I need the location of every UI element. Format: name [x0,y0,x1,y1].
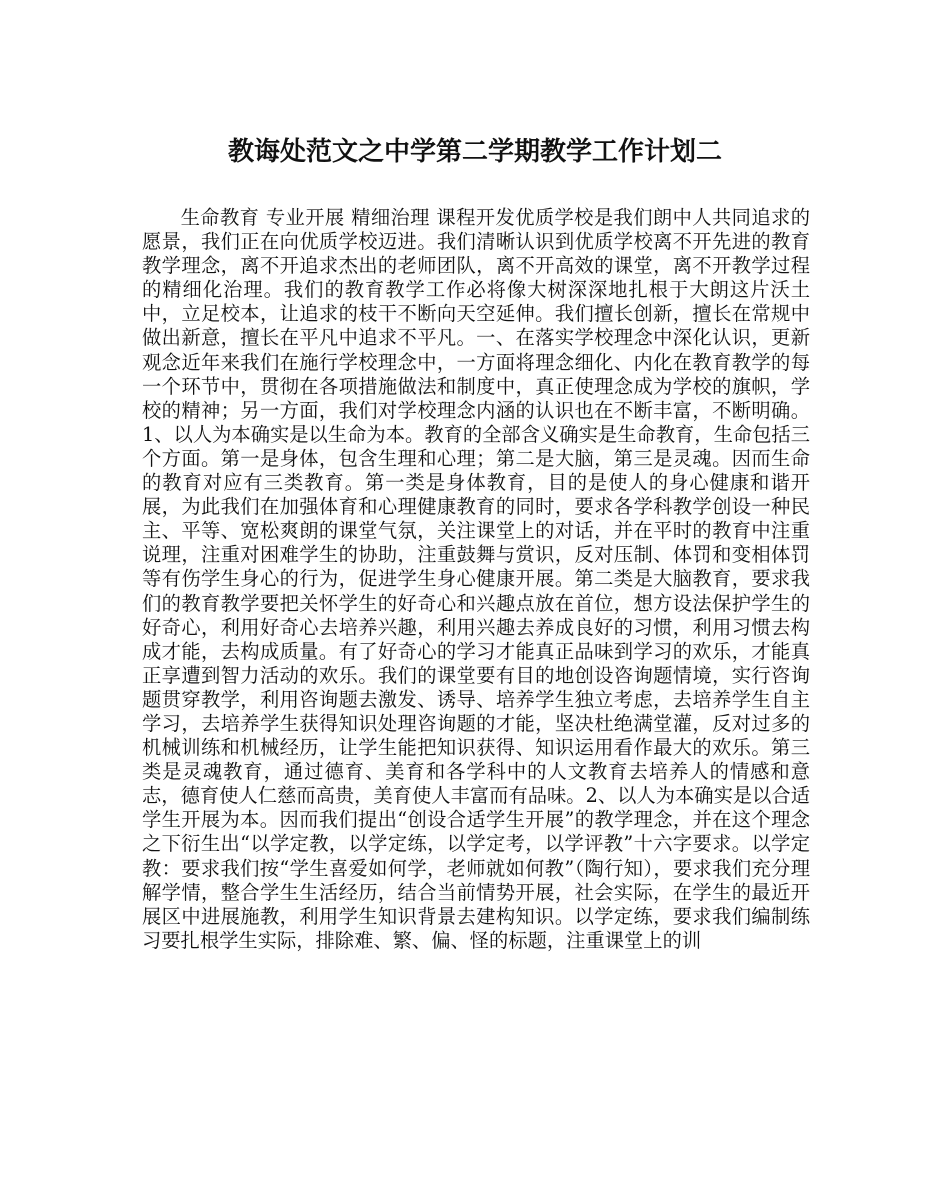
document-body-paragraph: 生命教育 专业开展 精细治理 课程开发优质学校是我们朗中人共同追求的愿景，我们正在向优质学校迈进。我们清晰认识到优质学校离不开先进的教育教学理念，离不开追求杰出的老师团队，离不开高效的课堂，离不开教学过程的精细化治理。我们的教育教学工作必将像大树深深地扎根于大朗这片沃土中，立足校本，让追求的枝干不断向天空延伸。我们擅长创新，擅长在常规中做出新意，擅长在平凡中追求不平凡。一、在落实学校理念中深化认识，更新观念近年来我们在施行学校理念中，一方面将理念细化、内化在教育教学的每一个环节中，贯彻在各项措施做法和制度中，真正使理念成为学校的旗帜，学校的精神；另一方面，我们对学校理念内涵的认识也在不断丰富，不断明确。1、以人为本确实是以生命为本。教育的全部含义确实是生命教育，生命包括三个方面。第一是身体，包含生理和心理；第二是大脑，第三是灵魂。因而生命的教育对应有三类教育。第一类是身体教育，目的是使人的身心健康和谐开展，为此我们在加强体育和心理健康教育的同时，要求各学科教学创设一种民主、平等、宽松爽朗的课堂气氛，关注课堂上的对话，并在平时的教育中注重说理，注重对困难学生的协助，注重鼓舞与赏识，反对压制、体罚和变相体罚等有伤学生身心的行为，促进学生身心健康开展。第二类是大脑教育，要求我们的教育教学要把关怀学生的好奇心和兴趣点放在首位，想方设法保护学生的好奇心，利用好奇心去培养兴趣，利用兴趣去养成良好的习惯，利用习惯去构成才能，去构成质量。有了好奇心的学习才能真正品味到学习的欢乐，才能真正享遭到智力活动的欢乐。我们的课堂要有目的地创设咨询题情境，实行咨询题贯穿教学，利用咨询题去激发、诱导、培养学生独立考虑，去培养学生自主学习，去培养学生获得知识处理咨询题的才能，坚决杜绝满堂灌，反对过多的机械训练和机械经历，让学生能把知识获得、知识运用看作最大的欢乐。第三类是灵魂教育，通过德育、美育和各学科中的人文教育去培养人的情感和意志，德育使人仁慈而高贵，美育使人丰富而有品味。2、以人为本确实是以合适学生开展为本。因而我们提出“创设合适学生开展”的教学理念，并在这个理念之下衍生出“以学定教，以学定练，以学定考，以学评教”十六字要求。以学定教：要求我们按“学生喜爱如何学，老师就如何教”（陶行知），要求我们充分理解学情，整合学生生活经历，结合当前情势开展，社会实际，在学生的最近开展区中进展施教，利用学生知识背景去建构知识。以学定练，要求我们编制练习要扎根学生实际，排除难、繁、偏、怪的标题，注重课堂上的训 [142,206,810,952]
document-title: 教诲处范文之中学第二学期教学工作计划二 [227,137,722,167]
